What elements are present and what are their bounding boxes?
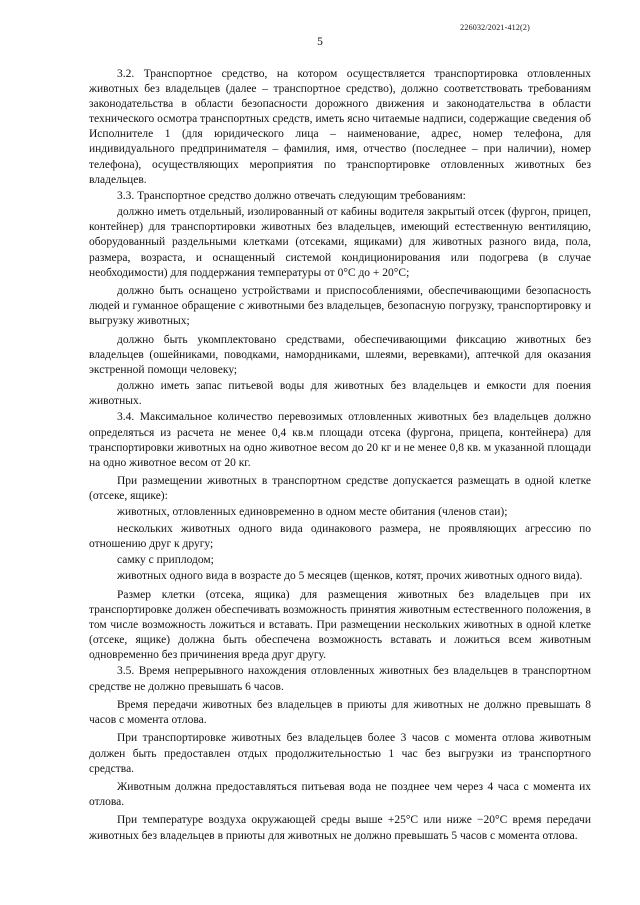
placement-rule-pack: животных, отловленных единовременно в одном месте обитания (членов стаи);	[117, 506, 508, 519]
paragraph-3-3: 3.3. Транспортное средство должно отвечать следующим требованиям:	[117, 189, 466, 202]
document-body	[89, 67, 591, 845]
rest-paragraph: При транспортировке животных без владельцев более 3 часов с момента отлова животным должен быть предоставлен отдых продолжительностью 1 час без выгрузки из транспортного средства.	[89, 732, 591, 775]
water-paragraph: Животным должна предоставляться питьевая вода не позднее чем через 4 часа с момента их отлова.	[89, 780, 591, 809]
paragraph-3-4: 3.4. Максимальное количество перевозимых отловленных животных без владельцев должно определяться из расчета не менее 0,4 кв.м площади отсека (фургона, прицепа, контейнера) для транспортировки животных на одно животное весом до 20 кг и не менее 0,8 кв. м указанной площади на одно животное весом от 20 кг.	[89, 411, 591, 469]
placement-rule-young: животных одного вида в возрасте до 5 месяцев (щенков, котят, прочих животных одного вида).	[117, 570, 583, 583]
placement-rules-intro: При размещении животных в транспортном средстве допускается размещать в одной клетке (отсеке, ящике):	[89, 475, 591, 503]
requirement-water-supply: должно иметь запас питьевой воды для животных без владельцев и емкости для поения животных.	[89, 380, 591, 408]
temperature-paragraph: При температуре воздуха окружающей среды выше +25°C или ниже −20°C время передачи животных без владельцев в приюты для животных не должно превышать 5 часов с момента отлова.	[89, 814, 591, 842]
paragraph-3-5: 3.5. Время непрерывного нахождения отловленных животных без владельцев в транспортном средстве не должно превышать 6 часов.	[89, 665, 591, 693]
page-number: 5	[317, 36, 323, 48]
requirement-fixation: должно быть укомплектовано средствами, обеспечивающими фиксацию животных без владельцев (ошейниками, поводками, намордниками, шлеями, веревками), аптечкой для оказания экстренной помощи человеку;	[89, 333, 591, 376]
paragraph-3-2: 3.2. Транспортное средство, на котором осуществляется транспортировка отловленных животных без владельцев (далее – транспортное средство), должно соответствовать требованиям законодательства в области безопасности дорожного движения и законодательства в области технического осмотра транспортных средств, иметь ясно читаемые надписи, содержащие сведения об Исполнителе 1 (для юридического лица – наименование, адрес, номер телефона, для индивидуального предпринимателя – фамилия, имя, отчество (последнее – при наличии), номер телефона), осуществляющих мероприятия по транспортировке отловленных животных без владельцев.	[89, 68, 591, 186]
transfer-time-paragraph: Время передачи животных без владельцев в приюты для животных не должно превышать 8 часов с момента отлова.	[89, 698, 591, 727]
document-number: 226032/2021-412(2)	[460, 23, 530, 32]
requirement-compartment: должно иметь отдельный, изолированный от кабины водителя закрытый отсек (фургон, прицеп, контейнер) для транспортировки животных без владельцев, имеющий естественную вентиляцию, оборудованный раздельными клетками (отсеками, ящиками) для животных разного вида, пола, размера, возраста, и оснащенный системой кондиционирования или подогрева (в случае необходимости) для поддержания температуры от 0°C до + 20°C;	[89, 206, 591, 279]
placement-rule-same-size: нескольких животных одного вида одинакового размера, не проявляющих агрессию по отношению друг к другу;	[89, 522, 591, 550]
placement-rule-offspring: самку с приплодом;	[117, 554, 214, 567]
cage-size-paragraph: Размер клетки (отсека, ящика) для размещения животных без владельцев при их транспортировке должен обеспечивать возможность принятия животным естественного положения, в том числе возможность ложиться и вставать. При размещении нескольких животных в одной клетке (отсеке, ящике) должна быть обеспечена возможность вставать и ложиться всем животным одновременно без причинения вреда друг другу.	[89, 588, 591, 662]
requirement-equipment: должно быть оснащено устройствами и приспособлениями, обеспечивающими безопасность людей и гуманное обращение с животными без владельцев, безопасную погрузку, транспортировку и выгрузку животных;	[89, 284, 591, 328]
